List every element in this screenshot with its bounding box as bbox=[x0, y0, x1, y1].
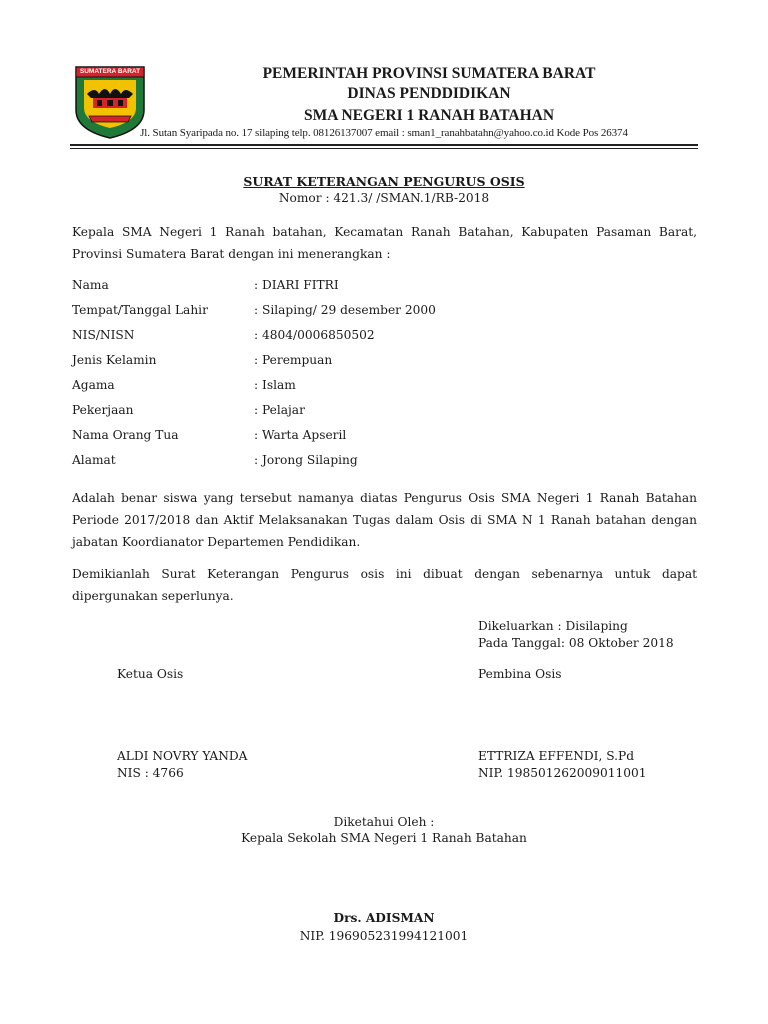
field-label: Pekerjaan bbox=[72, 403, 134, 417]
signer-right-id: NIP. 198501262009011001 bbox=[478, 766, 647, 780]
acknowledged-id: NIP. 196905231994121001 bbox=[299, 929, 469, 943]
field-label: Nama Orang Tua bbox=[72, 428, 179, 442]
field-row bbox=[72, 374, 697, 396]
field-label: Jenis Kelamin bbox=[72, 353, 157, 367]
field-separator: : bbox=[254, 403, 259, 417]
acknowledged-name: Drs. ADISMAN bbox=[333, 911, 435, 925]
field-label: Alamat bbox=[72, 453, 116, 467]
field-row bbox=[72, 299, 697, 321]
field-row bbox=[72, 399, 697, 421]
field-row bbox=[72, 449, 697, 471]
field-value: Pelajar bbox=[262, 403, 305, 417]
logo-banner-text: SUMATERA BARAT bbox=[79, 68, 141, 75]
letterhead-line-3: SMA NEGERI 1 RANAH BATAHAN bbox=[303, 107, 555, 124]
field-value: Silaping/ 29 desember 2000 bbox=[262, 303, 436, 317]
field-row bbox=[72, 274, 697, 296]
issued-place: Dikeluarkan : Disilaping bbox=[478, 619, 628, 633]
field-label: Nama bbox=[72, 278, 109, 292]
letter-number: Nomor : 421.3/ /SMAN.1/RB-2018 bbox=[278, 191, 490, 205]
letterhead-line-2: DINAS PENDDIDIKAN bbox=[347, 85, 511, 102]
field-separator: : bbox=[254, 303, 259, 317]
field-label: NIS/NISN bbox=[72, 328, 135, 342]
field-label: Agama bbox=[72, 378, 115, 392]
field-separator: : bbox=[254, 328, 259, 342]
field-separator: : bbox=[254, 428, 259, 442]
field-separator: : bbox=[254, 378, 259, 392]
field-separator: : bbox=[254, 278, 259, 292]
letterhead-divider-thin bbox=[70, 148, 698, 149]
letterhead-address: Jl. Sutan Syaripada no. 17 silaping telp. 08126137007 email : sman1_ranahbatahn@yahoo.co.id Kode Pos 26374 bbox=[140, 127, 628, 139]
field-label: Tempat/Tanggal Lahir bbox=[72, 303, 208, 317]
acknowledged-label: Diketahui Oleh : bbox=[333, 815, 435, 829]
signer-left-id: NIS : 4766 bbox=[117, 766, 184, 780]
field-row bbox=[72, 349, 697, 371]
field-separator: : bbox=[254, 353, 259, 367]
issued-date: Pada Tanggal: 08 Oktober 2018 bbox=[478, 636, 674, 650]
field-value: Warta Apseril bbox=[262, 428, 347, 442]
letter-closing: Demikianlah Surat Keterangan Pengurus osis ini dibuat dengan sebenarnya untuk dapat dipergunakan seperlunya. bbox=[72, 567, 697, 603]
signer-right-name: ETTRIZA EFFENDI, S.Pd bbox=[478, 749, 635, 763]
letter-title: SURAT KETERANGAN PENGURUS OSIS bbox=[243, 174, 525, 189]
signer-left-role: Ketua Osis bbox=[117, 667, 184, 681]
field-value: Perempuan bbox=[262, 353, 333, 367]
letterhead-line-1: PEMERINTAH PROVINSI SUMATERA BARAT bbox=[262, 65, 596, 82]
letter-intro: Kepala SMA Negeri 1 Ranah batahan, Kecamatan Ranah Batahan, Kabupaten Pasaman Barat, Provinsi Sumatera Barat dengan ini menerangkan : bbox=[72, 225, 697, 261]
field-value: Jorong Silaping bbox=[262, 453, 358, 467]
signer-left-name: ALDI NOVRY YANDA bbox=[117, 749, 248, 763]
field-row bbox=[72, 324, 697, 346]
field-value: 4804/0006850502 bbox=[262, 328, 375, 342]
field-value: Islam bbox=[262, 378, 296, 392]
letterhead-divider bbox=[70, 144, 698, 146]
signer-right-role: Pembina Osis bbox=[478, 667, 562, 681]
field-value: DIARI FITRI bbox=[262, 278, 339, 292]
letter-statement: Adalah benar siswa yang tersebut namanya diatas Pengurus Osis SMA Negeri 1 Ranah Batahan Periode 2017/2018 dan Aktif Melaksanakan Tugas dalam Osis di SMA N 1 Ranah batahan dengan jabatan Koordianator Departemen Pendidikan. bbox=[72, 491, 697, 549]
acknowledged-role: Kepala Sekolah SMA Negeri 1 Ranah Batahan bbox=[241, 831, 527, 845]
field-row bbox=[72, 424, 697, 446]
field-separator: : bbox=[254, 453, 259, 467]
